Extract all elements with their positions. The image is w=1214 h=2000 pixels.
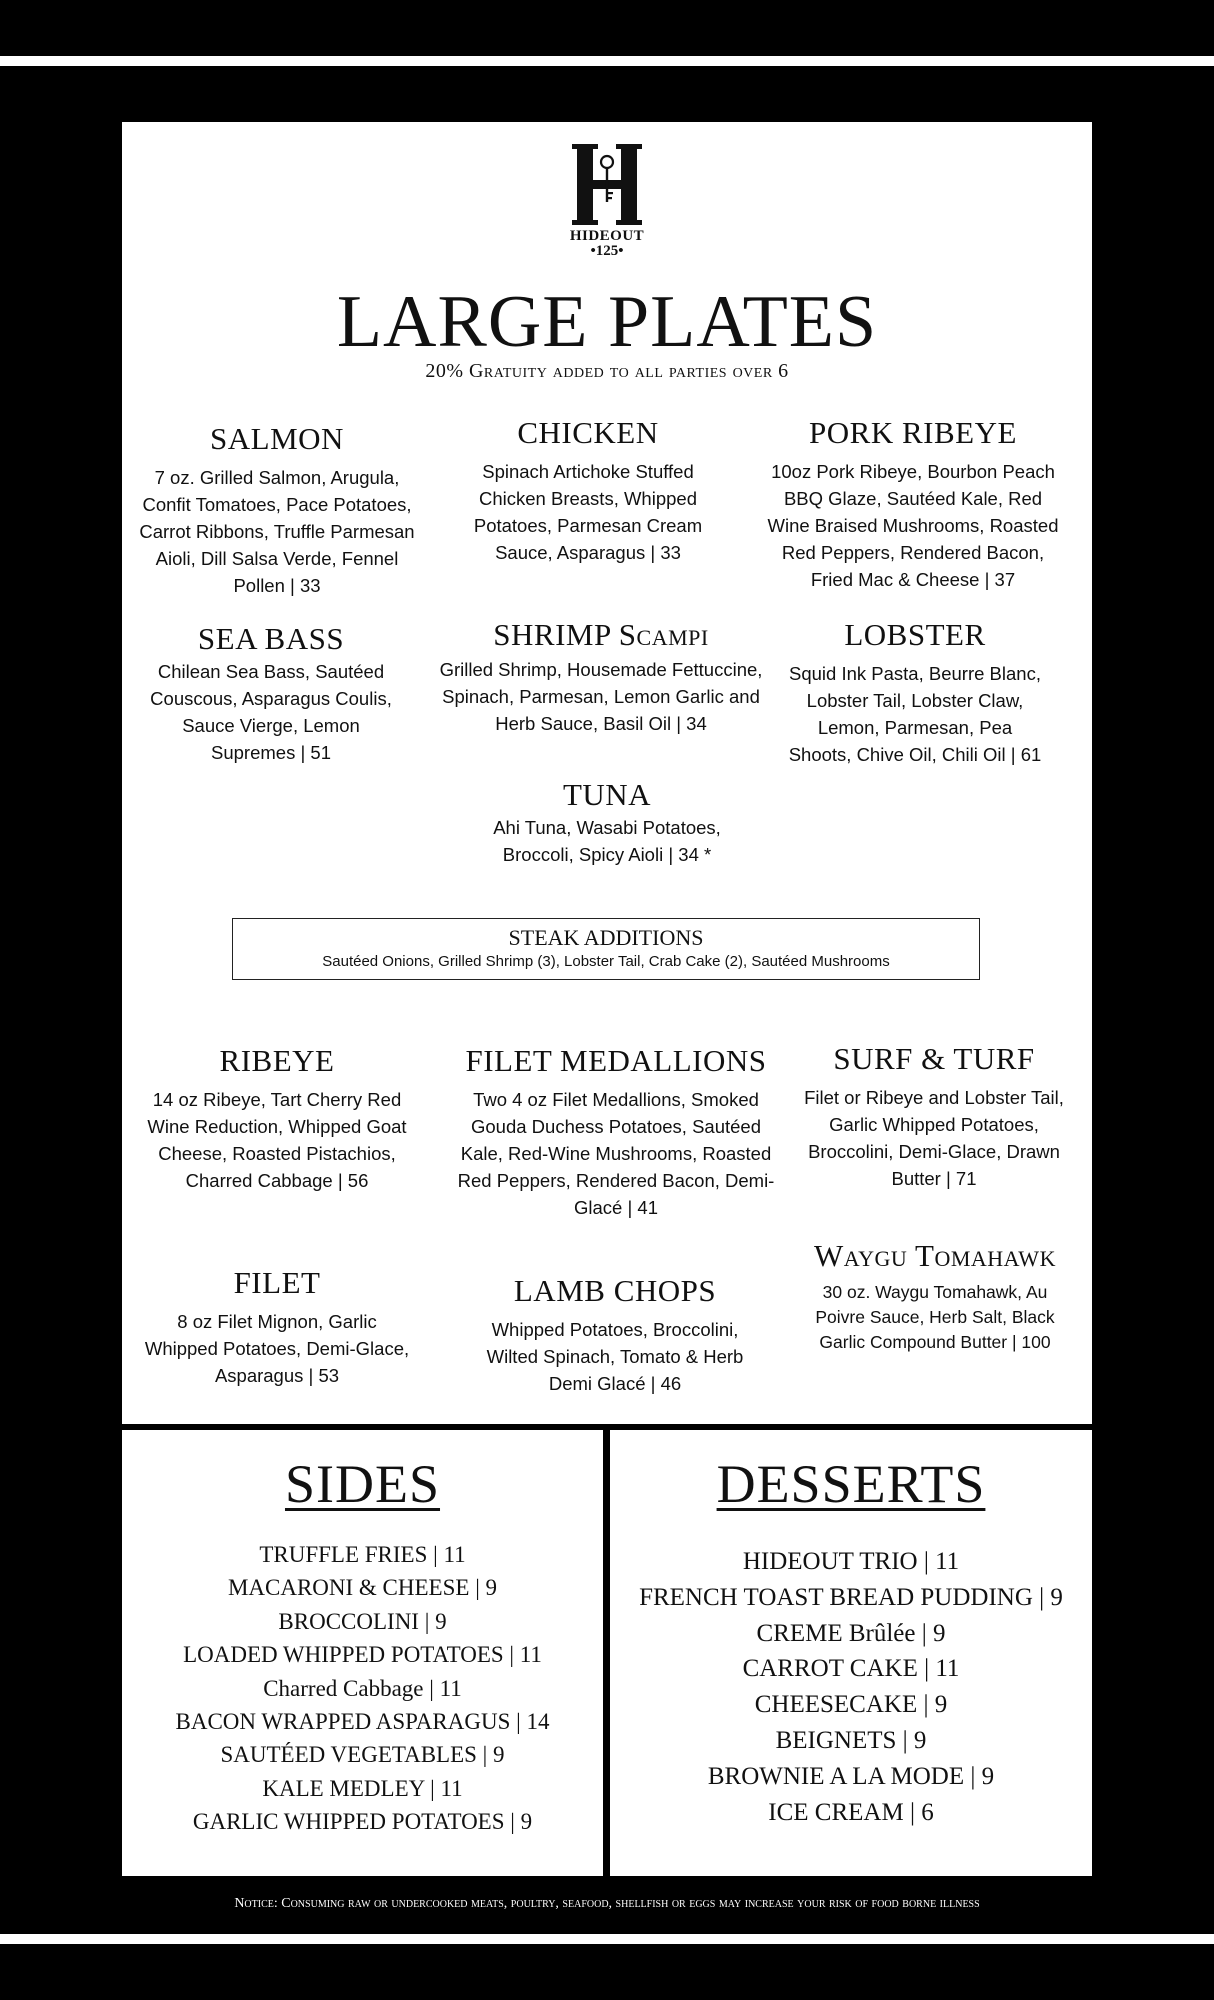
list-item: HIDEOUT TRIO | 11 [742,1548,960,1575]
sides-panel [122,1430,603,1876]
desserts-panel [610,1430,1092,1876]
logo-name: HIDEOUT [569,228,645,244]
food-safety-notice: Notice: Consuming raw or undercooked meats, poultry, seafood, shellfish or eggs may increase your risk of food borne illness [234,1896,980,1911]
item-description: 30 oz. Waygu Tomahawk, Au Poivre Sauce, Herb Salt, Black Garlic Compound Butter | 100 [815,1282,1055,1352]
item-description: Ahi Tuna, Wasabi Potatoes, Broccoli, Spicy Aioli | 34 * [493,817,721,865]
top-border-stripe [0,56,1214,66]
list-item: KALE MEDLEY | 11 [262,1775,463,1801]
sides-title: SIDES [284,1454,441,1514]
sides-list [122,1538,603,1839]
menu-item-surf-and-turf [802,1040,1066,1192]
item-name: LAMB CHOPS [513,1273,717,1308]
restaurant-logo [557,140,657,258]
steak-additions-items: Sautéed Onions, Grilled Shrimp (3), Lobster Tail, Crab Cake (2), Sautéed Mushrooms [322,953,890,970]
item-name: SALMON [210,421,344,456]
steak-additions-title: STEAK ADDITIONS [508,925,704,950]
item-description: Chilean Sea Bass, Sautéed Couscous, Asparagus Coulis, Sauce Vierge, Lemon Supremes | 51 [150,661,392,763]
item-description: 7 oz. Grilled Salmon, Arugula, Confit Tomatoes, Pace Potatoes, Carrot Ribbons, Truffle Parmesan Aioli, Dill Salsa Verde, Fennel Pollen | 33 [139,467,415,596]
menu-item-shrimp-scampi [428,616,774,737]
item-description: 8 oz Filet Mignon, Garlic Whipped Potatoes, Demi-Glace, Asparagus | 53 [144,1311,410,1386]
logo-number: •125• [590,243,624,259]
list-item: TRUFFLE FRIES | 11 [259,1542,466,1567]
item-name: PORK RIBEYE [809,415,1017,450]
list-item: BROCCOLINI | 9 [278,1608,447,1634]
menu-item-lamb-chops [470,1272,760,1397]
menu-item-sea-bass [132,620,410,766]
item-name: RIBEYE [219,1043,335,1078]
list-item: FRENCH TOAST BREAD PUDDING | 9 [639,1583,1063,1611]
bottom-border-stripe [0,1934,1214,1944]
item-name: Waygu Tomahawk [814,1238,1056,1273]
item-description: Whipped Potatoes, Broccolini, Wilted Spinach, Tomato & Herb Demi Glacé | 46 [486,1319,744,1394]
h-key-monogram-icon [562,140,652,228]
item-description: Two 4 oz Filet Medallions, Smoked Gouda Duchess Potatoes, Sautéed Kale, Red-Wine Mushrooms, Roasted Red Peppers, Rendered Bacon, Demi-Glacé | 41 [457,1089,775,1218]
item-description: Spinach Artichoke Stuffed Chicken Breasts, Whipped Potatoes, Parmesan Cream Sauce, Asparagus | 33 [473,461,703,563]
menu-item-ribeye [142,1042,412,1194]
item-name: SHRIMP Scampi [493,617,709,652]
item-name: TUNA [562,777,652,812]
item-description: 14 oz Ribeye, Tart Cherry Red Wine Reduction, Whipped Goat Cheese, Roasted Pistachios, Charred Cabbage | 56 [147,1089,407,1191]
item-description: Grilled Shrimp, Housemade Fettuccine, Spinach, Parmesan, Lemon Garlic and Herb Sauce, Basil Oil | 34 [439,659,763,734]
list-item: Charred Cabbage | 11 [263,1675,462,1701]
item-name: SURF & TURF [833,1041,1035,1076]
list-item: MACARONI & CHEESE | 9 [227,1575,498,1601]
item-name: LOBSTER [844,617,986,652]
menu-item-filet [132,1264,422,1389]
list-item: LOADED WHIPPED POTATOES | 11 [183,1642,542,1668]
item-description: Squid Ink Pasta, Beurre Blanc, Lobster Tail, Lobster Claw, Lemon, Parmesan, Pea Shoots, Chive Oil, Chili Oil | 61 [788,663,1042,765]
menu-item-lobster [786,616,1044,768]
steak-additions-box [232,918,980,980]
item-name: SEA BASS [197,621,345,656]
item-name: CHICKEN [517,415,659,450]
item-description: 10oz Pork Ribeye, Bourbon Peach BBQ Glaze, Sautéed Kale, Red Wine Braised Mushrooms, Roasted Red Peppers, Rendered Bacon, Fried Mac & Cheese | 37 [767,461,1059,590]
menu-item-pork-ribeye [762,414,1064,593]
gratuity-note: 20% Gratuity added to all parties over 6 [425,360,789,382]
list-item: GARLIC WHIPPED POTATOES | 9 [192,1809,533,1835]
menu-item-waygu-tomahawk [812,1232,1058,1355]
list-item: BEIGNETS | 9 [775,1726,927,1754]
list-item: CHEESECAKE | 9 [754,1691,948,1719]
list-item: BACON WRAPPED ASPARAGUS | 14 [175,1709,550,1735]
desserts-list [610,1544,1092,1830]
list-item: BROWNIE A LA MODE | 9 [707,1762,995,1790]
list-item: ICE CREAM | 6 [768,1798,934,1826]
desserts-title: DESSERTS [716,1454,986,1514]
menu-item-salmon [132,420,422,599]
item-description: Filet or Ribeye and Lobster Tail, Garlic Whipped Potatoes, Broccolini, Demi-Glace, Drawn Butter | 71 [804,1087,1064,1189]
list-item: SAUTÉED VEGETABLES | 9 [220,1742,505,1768]
list-item: CARROT CAKE | 11 [742,1655,960,1683]
menu-item-tuna [462,776,752,868]
list-item: CREME Brûlée | 9 [756,1619,946,1647]
large-plates-panel [122,122,1092,1424]
item-name: FILET MEDALLIONS [465,1043,767,1078]
menu-item-filet-medallions [448,1042,784,1221]
item-name: FILET [233,1265,321,1300]
menu-item-chicken [440,414,736,566]
page-title: LARGE PLATES [336,281,878,363]
